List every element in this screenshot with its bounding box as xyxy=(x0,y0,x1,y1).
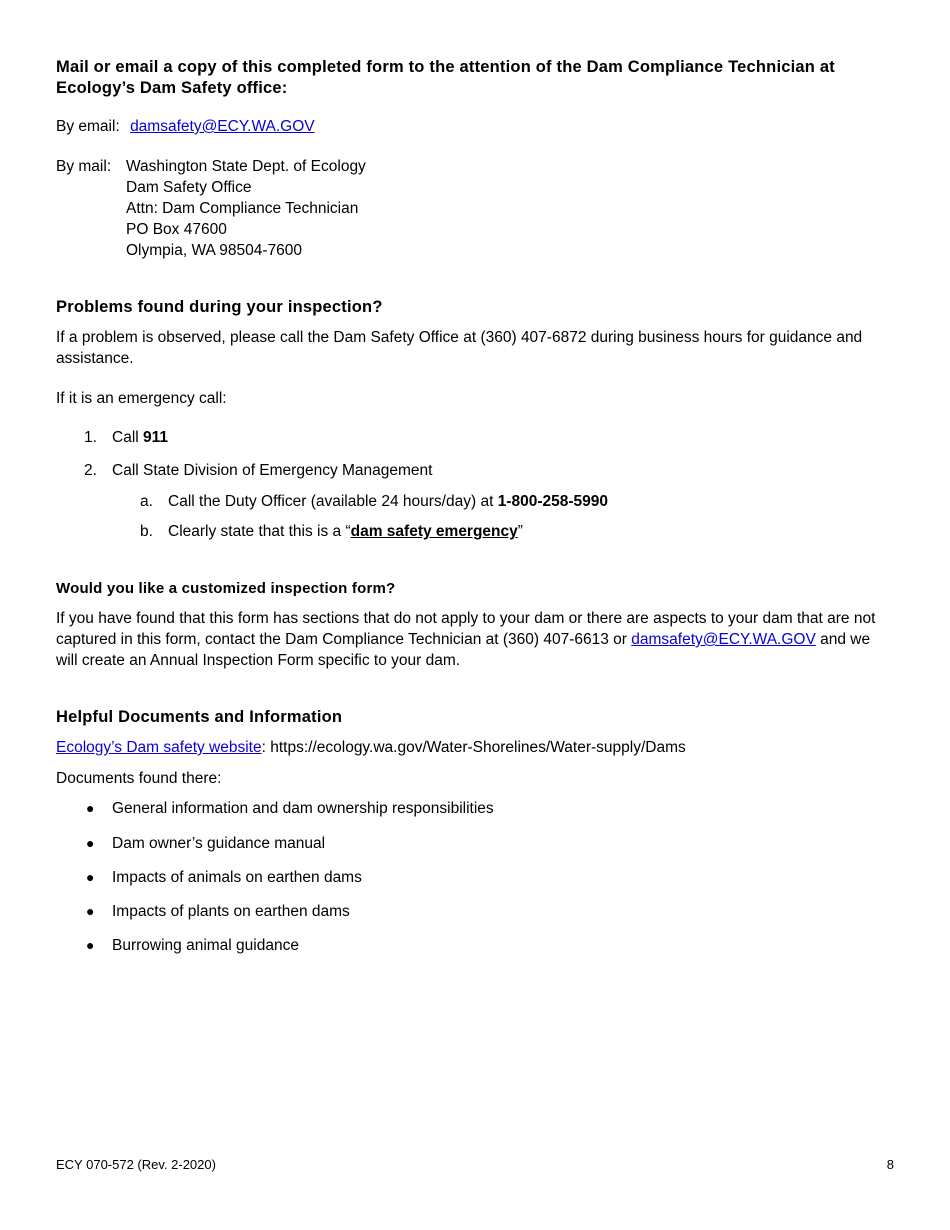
website-row xyxy=(56,737,686,758)
page-number: 8 xyxy=(886,1157,894,1172)
custom-form-paragraph xyxy=(56,608,884,671)
document-list-item xyxy=(56,935,756,956)
dam-safety-website-link[interactable]: Ecology’s Dam safety website xyxy=(56,739,262,756)
list-number: 2. xyxy=(84,462,97,479)
email-link[interactable]: damsafety@ECY.WA.GOV xyxy=(631,631,816,648)
list-text: Impacts of plants on earthen dams xyxy=(112,903,350,920)
paragraph-text: If you have found that this form has sections that do not apply to your dam or there are aspects to your dam that are not captured in this form, contact the Dam Compliance Technician at (360) 407-6613 or xyxy=(56,610,876,648)
mail-label: By mail: xyxy=(56,158,112,175)
documents-intro: Documents found there: xyxy=(56,770,222,787)
address-line: PO Box 47600 xyxy=(126,221,227,238)
problems-paragraph: If a problem is observed, please call the Dam Safety Office at (360) 407-6872 during business hours for guidance and assistance. xyxy=(56,329,863,367)
list-text: Call State Division of Emergency Management xyxy=(112,462,433,479)
list-text xyxy=(168,521,523,542)
document-list-item xyxy=(56,901,756,922)
email-label: By email: xyxy=(56,118,120,135)
emergency-subitem-b xyxy=(56,521,756,542)
bullet-icon: ● xyxy=(86,835,95,851)
emergency-phrase: dam safety emergency xyxy=(350,523,518,540)
bullet-icon: ● xyxy=(86,937,95,953)
list-text: Impacts of animals on earthen dams xyxy=(112,869,362,886)
list-text: General information and dam ownership responsibilities xyxy=(112,800,494,817)
address-line: Washington State Dept. of Ecology xyxy=(126,158,366,175)
document-list-item xyxy=(56,867,756,888)
bullet-icon: ● xyxy=(86,903,95,919)
helpful-documents-heading: Helpful Documents and Information xyxy=(56,708,343,726)
emergency-item-1 xyxy=(56,427,756,448)
address-line: Olympia, WA 98504-7600 xyxy=(126,242,303,259)
list-text xyxy=(112,427,168,448)
list-letter: b. xyxy=(140,523,153,540)
bullet-icon: ● xyxy=(86,800,95,816)
paragraph-text: and we will create an Annual Inspection Form specific to your dam. xyxy=(56,631,871,669)
website-url: : https://ecology.wa.gov/Water-Shorelines/Water-supply/Dams xyxy=(261,739,686,756)
item-prefix: Call xyxy=(112,429,144,446)
emergency-intro: If it is an emergency call: xyxy=(56,390,227,407)
problems-heading: Problems found during your inspection? xyxy=(56,298,383,316)
emergency-item-2 xyxy=(56,460,756,481)
item-suffix: ” xyxy=(517,523,523,540)
emergency-number: 911 xyxy=(143,429,169,446)
duty-officer-number: 1-800-258-5990 xyxy=(497,493,608,510)
list-text: Dam owner’s guidance manual xyxy=(112,835,326,852)
address-line: Attn: Dam Compliance Technician xyxy=(126,200,359,217)
mail-instructions-heading: Mail or email a copy of this completed form to the attention of the Dam Compliance Technician at Ecology’s Dam Safety office: xyxy=(56,58,835,97)
list-text: Burrowing animal guidance xyxy=(112,937,299,954)
bullet-icon: ● xyxy=(86,869,95,885)
form-id: ECY 070-572 (Rev. 2-2020) xyxy=(56,1157,216,1172)
email-link[interactable]: damsafety@ECY.WA.GOV xyxy=(130,118,315,135)
item-prefix: Call the Duty Officer (available 24 hours/day) at xyxy=(168,493,498,510)
emergency-subitem-a xyxy=(56,491,756,512)
document-list-item xyxy=(56,833,756,854)
mailing-address xyxy=(126,156,366,261)
custom-form-heading: Would you like a customized inspection form? xyxy=(56,580,396,597)
list-letter: a. xyxy=(140,493,153,510)
item-prefix: Clearly state that this is a “ xyxy=(168,523,351,540)
email-row xyxy=(56,116,315,137)
list-text xyxy=(168,491,608,512)
document-list-item xyxy=(56,798,756,819)
address-line: Dam Safety Office xyxy=(126,179,252,196)
list-number: 1. xyxy=(84,429,97,446)
